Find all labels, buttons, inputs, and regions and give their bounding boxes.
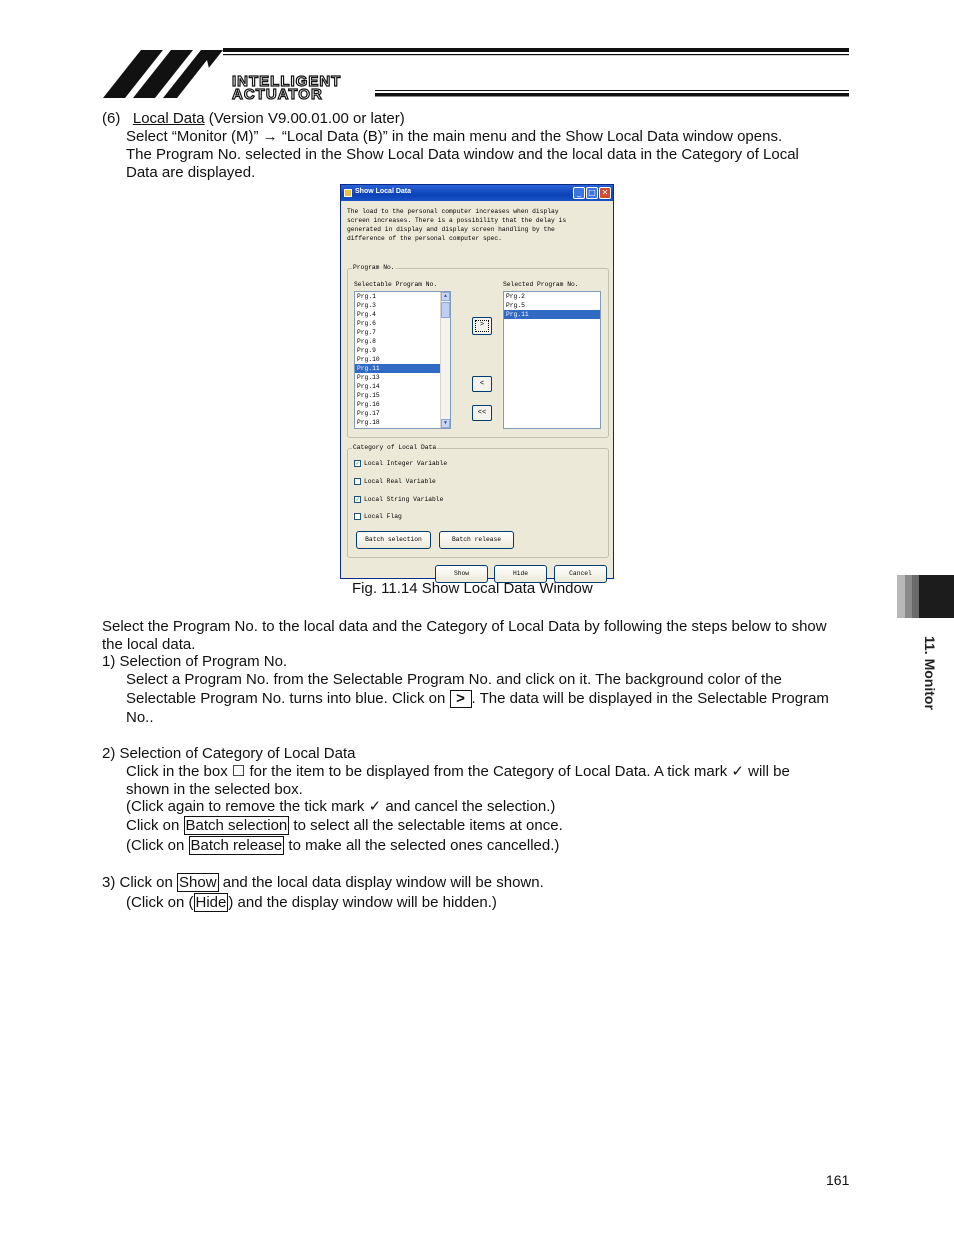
selected-program-items xyxy=(504,292,600,319)
step-1-line-1: Select a Program No. from the Selectable Program No. and click on it. The background color of the xyxy=(126,671,782,688)
step-2-line-4-end: to select all the selectable items at once. xyxy=(289,817,563,834)
maximize-button[interactable]: □ xyxy=(586,187,598,199)
window-title-bar xyxy=(341,185,613,201)
selectable-program-item[interactable]: Prg.7 xyxy=(357,329,376,336)
selectable-program-item[interactable]: Prg.16 xyxy=(357,401,380,408)
category-label: Local Real Variable xyxy=(364,478,436,485)
show-local-data-window xyxy=(340,184,614,579)
category-group-title: Category of Local Data xyxy=(353,444,437,451)
batch-release-reference: Batch release xyxy=(190,837,283,854)
step-3-line-2-end: ) and the display window will be hidden.) xyxy=(228,894,497,911)
category-checkbox-row[interactable] xyxy=(354,477,436,486)
step-1-heading: 1) Selection of Program No. xyxy=(102,653,288,670)
selected-program-label: Selected Program No. xyxy=(503,281,579,288)
selectable-program-item[interactable]: Prg.6 xyxy=(357,320,376,327)
step-2-line-4 xyxy=(126,817,563,835)
page-number: 161 xyxy=(826,1172,850,1188)
selectable-program-item[interactable]: Prg.17 xyxy=(357,410,380,417)
section-heading xyxy=(102,110,405,128)
category-label: Local Flag xyxy=(364,513,402,520)
show-reference: Show xyxy=(179,874,217,891)
figure-caption: Fig. 11.14 Show Local Data Window xyxy=(352,580,593,597)
selectable-program-list[interactable] xyxy=(354,291,451,429)
add-program-button[interactable]: > xyxy=(472,317,492,335)
scroll-down-icon[interactable]: ▼ xyxy=(441,419,450,428)
selectable-program-item[interactable]: Prg.3 xyxy=(357,302,376,309)
selectable-program-label: Selectable Program No. xyxy=(354,281,438,288)
category-label: Local Integer Variable xyxy=(364,460,448,467)
checkbox-icon[interactable] xyxy=(354,478,361,485)
section-version: (Version V9.00.01.00 or later) xyxy=(204,110,405,127)
selectable-program-item[interactable]: Prg.4 xyxy=(357,311,376,318)
intro-line-1: Select “Monitor (M)” → “Local Data (B)” in the main menu and the Show Local Data window opens. xyxy=(126,128,783,145)
selectable-program-item[interactable]: Prg.14 xyxy=(357,383,380,390)
step-1-line-3: No.. xyxy=(126,709,154,726)
category-checkbox-row[interactable] xyxy=(354,512,402,521)
selectable-program-item[interactable]: Prg.13 xyxy=(357,374,380,381)
selectable-program-items xyxy=(355,292,450,427)
selectable-program-item[interactable]: Prg.1 xyxy=(357,293,376,300)
remove-all-programs-button[interactable]: << xyxy=(472,405,492,421)
step-2-line-4-start: Click on xyxy=(126,817,184,834)
brand-name-line-2: ACTUATOR xyxy=(232,86,323,103)
step-3-line-1-end: and the local data display window will be shown. xyxy=(218,874,544,891)
selectable-program-item[interactable]: Prg.18 xyxy=(357,419,380,426)
step-1-line-2-end: . The data will be displayed in the Selectable Program xyxy=(471,690,829,707)
category-checkbox-row[interactable] xyxy=(354,495,443,504)
step-1-line-2-start: Selectable Program No. turns into blue. Click on xyxy=(126,690,450,707)
selected-program-item[interactable]: Prg.2 xyxy=(506,293,525,300)
step-3-line-2 xyxy=(126,894,497,912)
step-1-line-2 xyxy=(126,690,829,708)
batch-selection-reference: Batch selection xyxy=(185,817,288,834)
hide-button[interactable]: Hide xyxy=(494,565,547,583)
cancel-button[interactable]: Cancel xyxy=(554,565,607,583)
program-no-group-title: Program No. xyxy=(353,264,395,271)
intro-line-2: The Program No. selected in the Show Local Data window and the local data in the Category of Local xyxy=(126,146,799,163)
selected-program-item[interactable]: Prg.11 xyxy=(504,310,600,319)
step-2-heading: 2) Selection of Category of Local Data xyxy=(102,745,356,762)
close-button[interactable]: ✕ xyxy=(599,187,611,199)
window-title: Show Local Data xyxy=(355,188,412,195)
steps-intro-line-2: the local data. xyxy=(102,636,196,653)
add-button-reference: > xyxy=(450,690,472,708)
category-label: Local String Variable xyxy=(364,496,444,503)
batch-selection-button[interactable]: Batch selection xyxy=(356,531,431,549)
chapter-tab-gradient xyxy=(897,575,919,618)
delay-warning-text: The load to the personal computer increases when display screen increases. There is a possibility that the delay is generated in display and display screen handling by the difference of the personal computer spec. xyxy=(347,208,567,242)
category-checkbox-row[interactable] xyxy=(354,459,447,468)
hide-reference: Hide xyxy=(195,894,227,911)
app-icon xyxy=(344,189,352,197)
section-title: Local Data xyxy=(132,110,205,127)
checkbox-icon[interactable]: ✓ xyxy=(355,459,360,467)
section-number: (6) xyxy=(102,110,121,127)
intro-line-3: Data are displayed. xyxy=(126,164,256,181)
batch-release-button[interactable]: Batch release xyxy=(439,531,514,549)
minimize-button[interactable]: _ xyxy=(573,187,585,199)
selectable-program-item[interactable]: Prg.11 xyxy=(355,364,450,373)
selected-program-list[interactable] xyxy=(503,291,601,429)
selectable-program-item[interactable]: Prg.8 xyxy=(357,338,376,345)
selectable-program-item[interactable]: Prg.15 xyxy=(357,392,380,399)
brand-name-line-1: INTELLIGENT xyxy=(232,73,342,90)
list-scrollbar[interactable] xyxy=(440,292,450,428)
selected-program-item[interactable]: Prg.5 xyxy=(506,302,525,309)
step-3-line-1-start: 3) Click on xyxy=(102,874,178,891)
remove-program-button[interactable]: < xyxy=(472,376,492,392)
checkbox-icon[interactable]: ✓ xyxy=(355,495,360,503)
checkbox-icon[interactable] xyxy=(354,513,361,520)
selectable-program-item[interactable]: Prg.9 xyxy=(357,347,376,354)
step-2-line-5 xyxy=(126,837,559,855)
program-no-group xyxy=(347,264,609,438)
chapter-tab-label: 11. Monitor xyxy=(922,636,938,710)
window-client-area xyxy=(344,202,610,576)
selectable-program-item[interactable]: Prg.10 xyxy=(357,356,380,363)
step-2-line-2: shown in the selected box. xyxy=(126,781,303,798)
step-2-line-3: (Click again to remove the tick mark ✓ and cancel the selection.) xyxy=(126,798,556,815)
scrollbar-thumb[interactable] xyxy=(441,302,450,318)
show-button[interactable]: Show xyxy=(435,565,488,583)
step-2-line-5-end: to make all the selected ones cancelled.) xyxy=(284,837,560,854)
category-group xyxy=(347,444,609,558)
company-logo xyxy=(103,48,853,100)
step-3-line-2-start: (Click on ( xyxy=(126,894,194,911)
step-2-line-5-start: (Click on xyxy=(126,837,189,854)
steps-intro-line-1: Select the Program No. to the local data and the Category of Local Data by following the steps below to show xyxy=(102,618,827,635)
scroll-up-icon[interactable]: ▲ xyxy=(441,292,450,301)
step-3-line-1 xyxy=(102,874,544,892)
chapter-tab-marker xyxy=(919,575,954,618)
step-2-line-1: Click in the box ☐ for the item to be displayed from the Category of Local Data. A tick mark ✓ will be xyxy=(126,763,790,780)
